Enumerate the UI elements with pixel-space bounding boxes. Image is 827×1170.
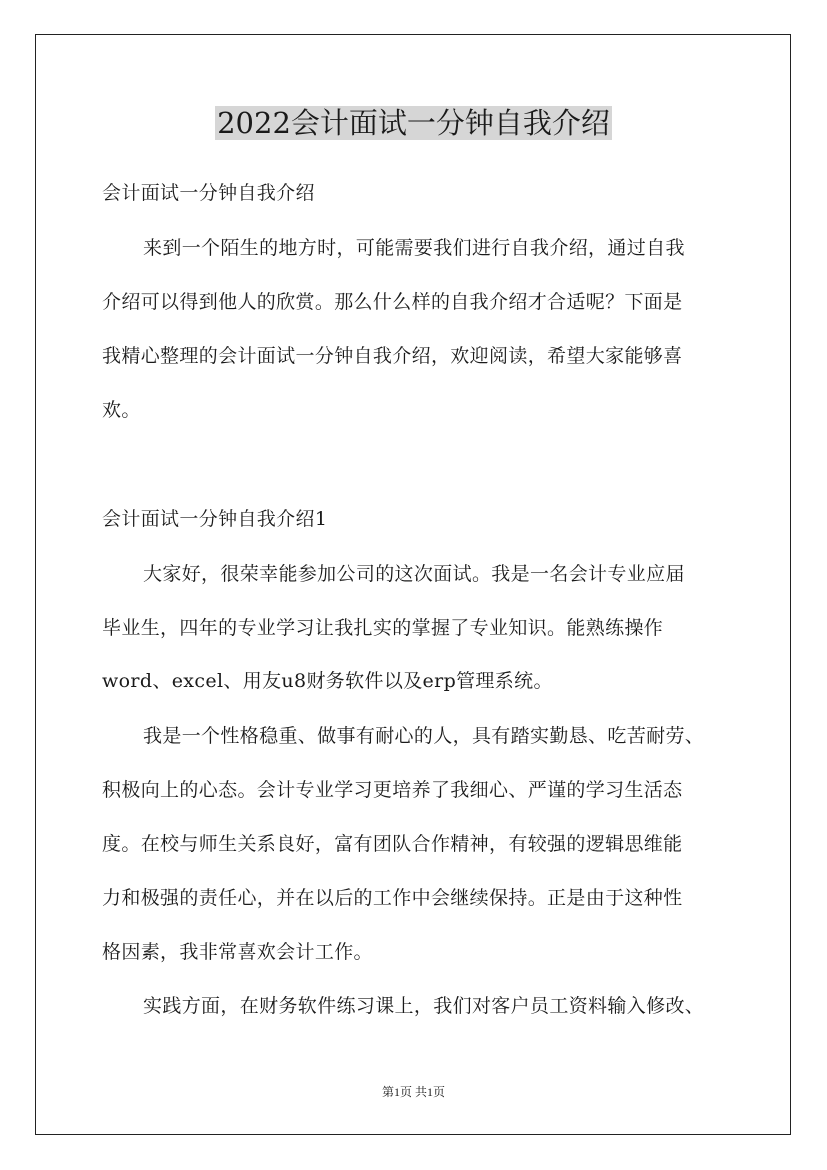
paragraph-line: 实践方面，在财务软件练习课上，我们对客户员工资料输入修改、 (143, 995, 705, 1017)
paragraph-line: 积极向上的心态。会计专业学习更培养了我细心、严谨的学习生活态 (102, 779, 683, 801)
page-footer: 第1页 共1页 (381, 1085, 445, 1099)
paragraph-line: 毕业生，四年的专业学习让我扎实的掌握了专业知识。能熟练操作 (102, 617, 664, 639)
paragraph-line: 我是一个性格稳重、做事有耐心的人，具有踏实勤恳、吃苦耐劳、 (143, 725, 705, 747)
intro-line: 我精心整理的会计面试一分钟自我介绍，欢迎阅读，希望大家能够喜 (102, 345, 683, 367)
section-heading: 会计面试一分钟自我介绍 (102, 182, 315, 204)
intro-line: 介绍可以得到他人的欣赏。那么什么样的自我介绍才合适呢？下面是 (102, 291, 683, 313)
paragraph-line: word、excel、用友u8财务软件以及erp管理系统。 (102, 670, 553, 692)
section-heading: 会计面试一分钟自我介绍1 (102, 508, 328, 530)
paragraph-line: 大家好，很荣幸能参加公司的这次面试。我是一名会计专业应届 (143, 563, 685, 585)
intro-line: 欢。 (102, 399, 141, 421)
intro-line: 来到一个陌生的地方时，可能需要我们进行自我介绍，通过自我 (143, 237, 685, 259)
paragraph-line: 力和极强的责任心，并在以后的工作中会继续保持。正是由于这种性 (102, 887, 683, 909)
document-title (0, 103, 827, 143)
document-title-text: 2022会计面试一分钟自我介绍 (217, 106, 610, 140)
paragraph-line: 格因素，我非常喜欢会计工作。 (102, 941, 373, 963)
paragraph-line: 度。在校与师生关系良好，富有团队合作精神，有较强的逻辑思维能 (102, 833, 683, 855)
